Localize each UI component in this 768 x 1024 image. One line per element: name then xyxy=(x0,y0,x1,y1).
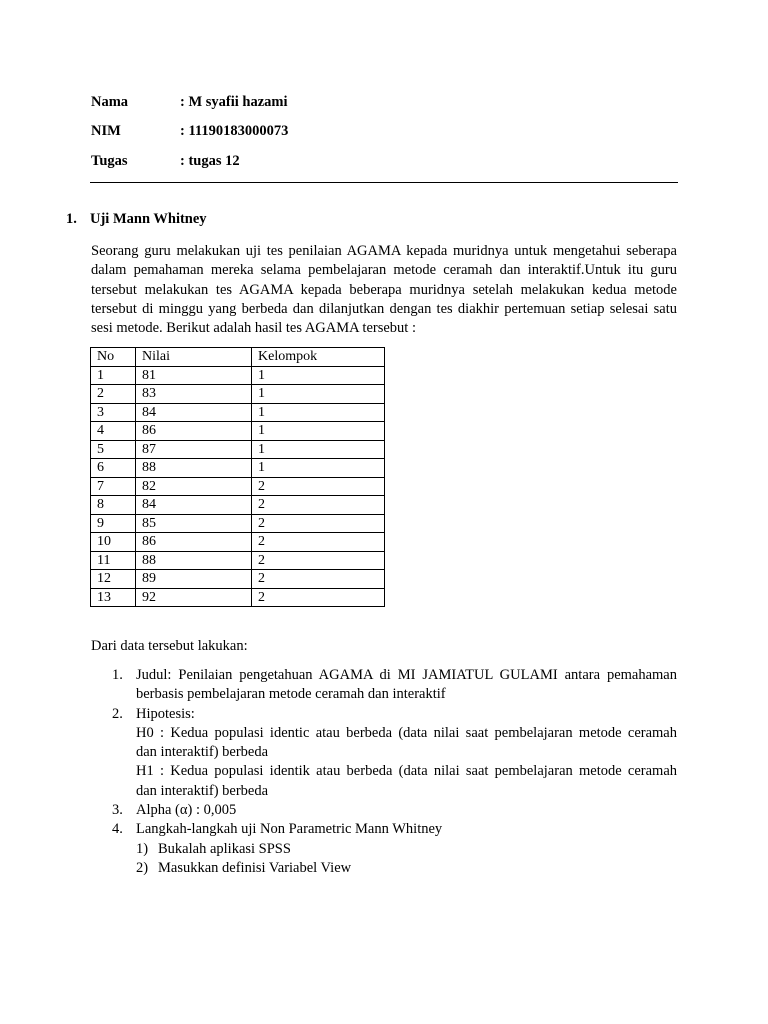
cell-no: 5 xyxy=(91,440,136,459)
cell-kelompok: 1 xyxy=(252,440,385,459)
section-number: 1. xyxy=(66,211,77,227)
cell-kelompok: 2 xyxy=(252,588,385,607)
cell-nilai: 82 xyxy=(136,477,252,496)
table-row xyxy=(91,570,385,589)
header-label: NIM xyxy=(91,123,121,139)
cell-no: 3 xyxy=(91,403,136,422)
cell-kelompok: 2 xyxy=(252,514,385,533)
cell-nilai: 85 xyxy=(136,514,252,533)
paragraph-line: dalam pemahaman mereka selama pembelajaran metode ceramah dan interaktif.Untuk itu guru xyxy=(91,262,677,279)
sub-item-text: Masukkan definisi Variabel View xyxy=(158,859,352,876)
cell-kelompok: 1 xyxy=(252,385,385,404)
cell-no: 7 xyxy=(91,477,136,496)
cell-nilai: 83 xyxy=(136,385,252,404)
cell-kelompok: 2 xyxy=(252,570,385,589)
sub-item-number: 2) xyxy=(136,859,149,876)
cell-no: 2 xyxy=(91,385,136,404)
cell-kelompok: 1 xyxy=(252,366,385,385)
sub-item-text: Bukalah aplikasi SPSS xyxy=(158,840,291,857)
scores-table xyxy=(90,347,385,607)
list-item-alpha xyxy=(112,801,677,820)
table-row xyxy=(91,514,385,533)
hipotesis-title: Hipotesis: xyxy=(136,705,195,722)
table-row xyxy=(91,366,385,385)
column-header-no: No xyxy=(91,348,136,367)
table-row xyxy=(91,496,385,515)
cell-nilai: 88 xyxy=(136,551,252,570)
cell-no: 6 xyxy=(91,459,136,478)
list-item-langkah xyxy=(112,820,677,878)
cell-no: 12 xyxy=(91,570,136,589)
header-row-tugas xyxy=(91,153,240,170)
table-row xyxy=(91,551,385,570)
list-item-judul xyxy=(112,666,677,705)
cell-no: 9 xyxy=(91,514,136,533)
list-item-number: 4. xyxy=(112,821,123,838)
hypothesis-h1: H1 : Kedua populasi identik atau berbeda (data nilai saat pembelajaran metode ceramah xyxy=(136,763,677,780)
cell-nilai: 92 xyxy=(136,588,252,607)
cell-kelompok: 2 xyxy=(252,533,385,552)
paragraph-line: sesi metode. Berikut adalah hasil tes AGAMA tersebut : xyxy=(91,320,416,337)
table-row xyxy=(91,385,385,404)
hypothesis-h1-cont: dan interaktif) berbeda xyxy=(136,782,269,799)
column-header-kelompok: Kelompok xyxy=(252,348,385,367)
sub-list-item xyxy=(136,859,677,878)
paragraph-line: tersebut melakukan tes AGAMA kepada beberapa muridnya setelah melakukan kedua metode xyxy=(91,281,677,298)
cell-nilai: 86 xyxy=(136,422,252,441)
sub-item-number: 1) xyxy=(136,840,149,857)
cell-kelompok: 1 xyxy=(252,459,385,478)
section-title xyxy=(66,211,207,228)
table-row xyxy=(91,440,385,459)
list-item-number: 3. xyxy=(112,802,123,819)
instructions-list xyxy=(112,666,677,878)
cell-no: 1 xyxy=(91,366,136,385)
hypothesis-h0-cont: dan interaktif) berbeda xyxy=(136,744,269,761)
column-header-nilai: Nilai xyxy=(136,348,252,367)
cell-kelompok: 2 xyxy=(252,551,385,570)
judul-line: berbasis pembelajaran metode ceramah dan interaktif xyxy=(136,686,446,703)
header-label: Nama xyxy=(91,94,129,110)
instructions-intro: Dari data tersebut lakukan: xyxy=(91,638,248,654)
cell-nilai: 87 xyxy=(136,440,252,459)
header-value: : 11190183000073 xyxy=(180,123,289,139)
langkah-text: Langkah-langkah uji Non Parametric Mann Whitney xyxy=(136,821,443,838)
paragraph-line: Seorang guru melakukan uji tes penilaian AGAMA kepada muridnya untuk mengetahui seberapa xyxy=(91,243,677,259)
header-label: Tugas xyxy=(91,153,128,169)
header-divider xyxy=(90,182,678,183)
sub-list-item xyxy=(136,840,677,859)
cell-no: 10 xyxy=(91,533,136,552)
cell-kelompok: 2 xyxy=(252,496,385,515)
table-row xyxy=(91,459,385,478)
header-row-nama xyxy=(91,94,288,111)
hypothesis-h0: H0 : Kedua populasi identic atau berbeda (data nilai saat pembelajaran metode ceramah xyxy=(136,724,677,741)
table-row xyxy=(91,477,385,496)
table-row xyxy=(91,403,385,422)
list-item-number: 1. xyxy=(112,667,123,683)
table-row xyxy=(91,422,385,441)
paragraph-line: tersebut di minggu yang berbeda dan dilanjutkan dengan tes diakhir pertemuan setiap selesai satu xyxy=(91,300,677,317)
judul-line: Judul: Penilaian pengetahuan AGAMA di MI JAMIATUL GULAMI antara pemahaman xyxy=(136,667,677,683)
cell-nilai: 84 xyxy=(136,403,252,422)
intro-paragraph xyxy=(91,242,677,338)
cell-kelompok: 1 xyxy=(252,403,385,422)
header-row-nim xyxy=(91,123,288,140)
cell-no: 4 xyxy=(91,422,136,441)
cell-nilai: 88 xyxy=(136,459,252,478)
cell-nilai: 84 xyxy=(136,496,252,515)
cell-no: 13 xyxy=(91,588,136,607)
cell-no: 8 xyxy=(91,496,136,515)
cell-no: 11 xyxy=(91,551,136,570)
cell-nilai: 81 xyxy=(136,366,252,385)
list-item-number: 2. xyxy=(112,705,123,722)
list-item-hipotesis xyxy=(112,705,677,801)
header-value: : tugas 12 xyxy=(180,153,240,169)
cell-nilai: 89 xyxy=(136,570,252,589)
cell-nilai: 86 xyxy=(136,533,252,552)
section-title-text: Uji Mann Whitney xyxy=(90,211,207,227)
table-row xyxy=(91,533,385,552)
header-value: : M syafii hazami xyxy=(180,94,288,110)
table-header-row xyxy=(91,348,385,367)
table-row xyxy=(91,588,385,607)
cell-kelompok: 2 xyxy=(252,477,385,496)
alpha-text: Alpha (α) : 0,005 xyxy=(136,802,237,819)
cell-kelompok: 1 xyxy=(252,422,385,441)
